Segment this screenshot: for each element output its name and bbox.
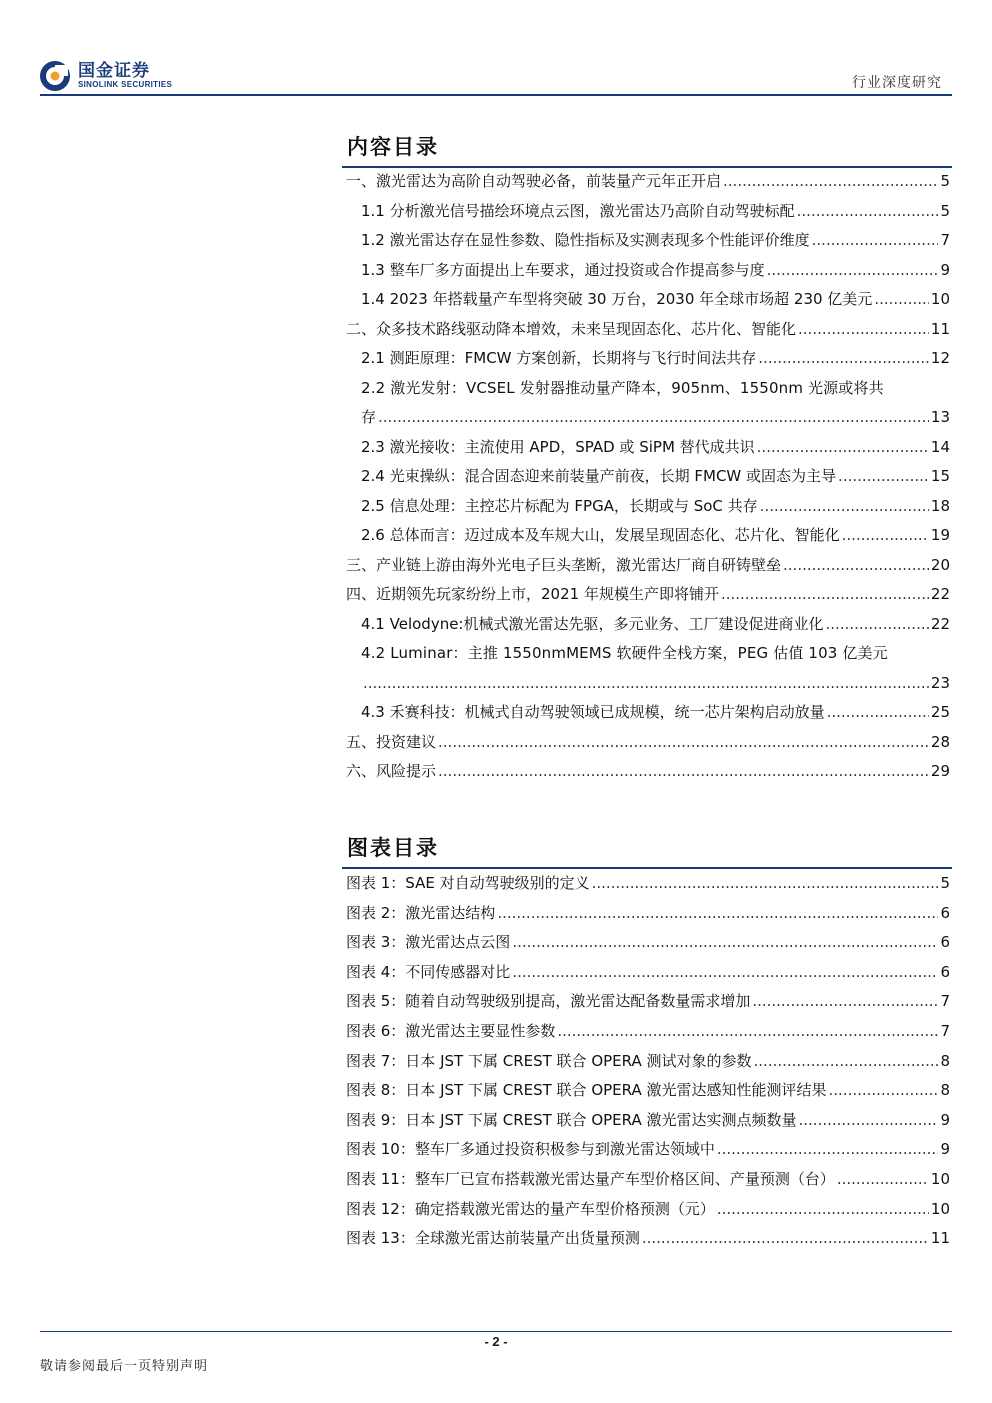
figure-entry-label: 图表 13：全球激光雷达前装量产出货量预测	[346, 1229, 640, 1248]
figure-entry[interactable]	[346, 987, 950, 1017]
toc-entry-page: 11	[930, 319, 950, 338]
toc-entry[interactable]	[346, 433, 950, 463]
toc-entry-page: 29	[930, 762, 950, 780]
toc-entry[interactable]	[346, 728, 950, 758]
toc-dot-leader	[438, 728, 929, 758]
toc-dot-leader	[797, 197, 938, 227]
figure-entry[interactable]	[346, 1224, 950, 1254]
toc-entry[interactable]	[346, 344, 950, 374]
figure-entry-label: 图表 11：整车厂已宣布搭载激光雷达量产车型价格区间、产量预测（台）	[346, 1169, 835, 1188]
toc-entry-page: 25	[930, 703, 950, 721]
toc-dot-leader	[767, 256, 938, 286]
toc-entry-label: 1.1 分析激光信号描绘环境点云图，激光雷达乃高阶自动驾驶标配	[361, 201, 795, 220]
figure-entry-label: 图表 1：SAE 对自动驾驶级别的定义	[346, 874, 590, 892]
figure-dot-leader	[837, 1165, 929, 1195]
figures-list	[346, 869, 950, 1254]
figure-entry-page: 8	[940, 1081, 950, 1100]
figure-entry[interactable]	[346, 869, 950, 899]
toc-entry-label: 1.3 整车厂多方面提出上车要求，通过投资或合作提高参与度	[361, 260, 765, 279]
figure-entry[interactable]	[346, 899, 950, 929]
toc-entry[interactable]	[346, 256, 950, 286]
figure-entry[interactable]	[346, 1017, 950, 1047]
toc-entry-label: 五、投资建议	[346, 732, 437, 751]
figure-entry-page: 9	[940, 1110, 950, 1129]
toc-entry-page: 5	[940, 201, 950, 220]
toc-dot-leader	[721, 580, 929, 610]
figure-entry-label: 图表 8：日本 JST 下属 CREST 联合 OPERA 激光雷达感知性能测评结果	[346, 1081, 827, 1100]
footer-divider	[40, 1331, 952, 1332]
contents-title: 内容目录	[347, 135, 439, 159]
toc-dot-leader	[838, 462, 929, 492]
figure-entry-page: 7	[940, 992, 950, 1011]
toc-dot-leader	[758, 344, 929, 374]
figure-entry[interactable]	[346, 1135, 950, 1165]
toc-dot-leader	[363, 669, 929, 699]
figure-dot-leader	[799, 1106, 939, 1136]
toc-entry-label: 二、众多技术路线驱动降本增效，未来呈现固态化、芯片化、智能化	[346, 319, 797, 338]
figure-dot-leader	[592, 869, 939, 899]
toc-entry-label: 2.6 总体而言：迈过成本及车规大山，发展呈现固态化、芯片化、智能化	[361, 526, 840, 544]
toc-dot-leader	[783, 551, 929, 581]
toc-entry[interactable]	[346, 757, 950, 787]
toc-entry[interactable]	[346, 403, 950, 433]
toc-entry[interactable]	[346, 197, 950, 227]
toc-entry[interactable]	[346, 167, 950, 197]
logo-chinese-name: 国金证券	[78, 61, 150, 81]
company-logo	[38, 58, 172, 94]
figure-entry-page: 5	[940, 874, 950, 892]
figure-entry-page: 10	[930, 1169, 950, 1188]
figure-dot-leader	[717, 1195, 929, 1225]
disclaimer-text: 敬请参阅最后一页特别声明	[40, 1359, 209, 1374]
toc-entry-page: 10	[930, 290, 950, 308]
toc-entry-label: 1.2 激光雷达存在显性参数、隐性指标及实测表现多个性能评价维度	[361, 231, 810, 249]
figure-entry-label: 图表 4：不同传感器对比	[346, 962, 511, 981]
toc-entry-label: 2.2 激光发射：VCSEL 发射器推动量产降本，905nm、1550nm 光源或将共	[361, 378, 884, 397]
figure-dot-leader	[642, 1224, 929, 1254]
logo-english-name: SINOLINK SECURITIES	[78, 80, 173, 89]
toc-entry[interactable]	[346, 374, 950, 404]
figures-title: 图表目录	[347, 836, 439, 860]
toc-entry[interactable]	[346, 285, 950, 315]
logo-mark-icon	[38, 59, 72, 93]
toc-entry[interactable]	[346, 462, 950, 492]
toc-entry-label: 四、近期领先玩家纷纷上市，2021 年规模生产即将铺开	[346, 585, 719, 603]
figure-entry-page: 7	[940, 1021, 950, 1040]
toc-dot-leader	[760, 492, 929, 522]
figure-entry[interactable]	[346, 1106, 950, 1136]
figure-entry[interactable]	[346, 1195, 950, 1225]
page-header	[0, 0, 992, 100]
toc-dot-leader	[874, 285, 929, 315]
page-number: - 2 -	[484, 1334, 508, 1349]
toc-entry[interactable]	[346, 610, 950, 640]
toc-entry-label: 六、风险提示	[346, 762, 437, 780]
toc-entry[interactable]	[346, 492, 950, 522]
toc-dot-leader	[757, 433, 929, 463]
toc-entry[interactable]	[346, 698, 950, 728]
toc-entry-label: 1.4 2023 年搭载量产车型将突破 30 万台，2030 年全球市场超 230 亿美元	[361, 290, 873, 308]
figure-entry-label: 图表 9：日本 JST 下属 CREST 联合 OPERA 激光雷达实测点频数量	[346, 1110, 797, 1129]
toc-entry-label: 4.1 Velodyne:机械式激光雷达先驱，多元业务、工厂建设促进商业化	[361, 614, 824, 633]
figure-entry-label: 图表 7：日本 JST 下属 CREST 联合 OPERA 测试对象的参数	[346, 1051, 752, 1070]
contents-list	[346, 167, 950, 787]
toc-entry-label: 存	[361, 408, 377, 426]
toc-entry-page: 22	[930, 585, 950, 603]
toc-dot-leader	[378, 403, 929, 433]
figure-dot-leader	[829, 1076, 939, 1106]
figure-entry-page: 10	[930, 1199, 950, 1218]
toc-entry[interactable]	[346, 226, 950, 256]
toc-entry-label: 一、激光雷达为高阶自动驾驶必备，前装量产元年正开启	[346, 172, 722, 190]
figure-entry-page: 6	[940, 962, 950, 981]
figure-entry[interactable]	[346, 928, 950, 958]
toc-entry-label: 2.4 光束操纵：混合固态迎来前装量产前夜，长期 FMCW 或固态为主导	[361, 467, 837, 485]
toc-entry-label: 三、产业链上游由海外光电子巨头垄断，激光雷达厂商自研铸壁垒	[346, 555, 782, 574]
toc-entry-page: 7	[940, 231, 950, 249]
toc-entry[interactable]	[346, 521, 950, 551]
toc-entry-page: 18	[930, 496, 950, 515]
toc-entry[interactable]	[346, 580, 950, 610]
toc-entry-label: 2.5 信息处理：主控芯片标配为 FPGA，长期或与 SoC 共存	[361, 496, 758, 515]
toc-entry[interactable]	[346, 315, 950, 345]
figure-entry-page: 8	[940, 1051, 950, 1070]
toc-entry-page: 13	[930, 408, 950, 426]
figure-dot-leader	[512, 958, 938, 988]
toc-dot-leader	[798, 315, 929, 345]
toc-entry-label: 4.2 Luminar：主推 1550nmMEMS 软硬件全栈方案，PEG 估值 103 亿美元	[361, 644, 888, 662]
toc-entry-label: 2.3 激光接收：主流使用 APD，SPAD 或 SiPM 替代成共识	[361, 437, 755, 456]
toc-entry[interactable]	[346, 551, 950, 581]
toc-dot-leader	[812, 226, 938, 256]
figure-entry-label: 图表 12：确定搭载激光雷达的量产车型价格预测（元）	[346, 1199, 715, 1218]
figure-dot-leader	[557, 1017, 938, 1047]
figure-entry-label: 图表 6：激光雷达主要显性参数	[346, 1021, 556, 1040]
toc-dot-leader	[438, 757, 929, 787]
figure-dot-leader	[512, 928, 938, 958]
toc-entry-page: 5	[940, 172, 950, 190]
figure-entry-label: 图表 2：激光雷达结构	[346, 903, 496, 922]
figure-entry-page: 11	[930, 1229, 950, 1248]
toc-entry-label: 2.1 测距原理：FMCW 方案创新，长期将与飞行时间法共存	[361, 349, 757, 367]
figure-entry[interactable]	[346, 958, 950, 988]
figure-dot-leader	[497, 899, 938, 929]
figure-entry[interactable]	[346, 1165, 950, 1195]
toc-entry-page: 22	[930, 614, 950, 633]
figure-entry-page: 6	[940, 933, 950, 952]
figure-entry-page: 9	[940, 1140, 950, 1159]
figure-dot-leader	[754, 1047, 939, 1077]
figure-entry[interactable]	[346, 1047, 950, 1077]
toc-entry-page: 19	[930, 526, 950, 544]
toc-dot-leader	[825, 610, 928, 640]
toc-entry-page: 12	[930, 349, 950, 367]
report-type-label: 行业深度研究	[852, 75, 942, 91]
figure-entry-label: 图表 3：激光雷达点云图	[346, 933, 511, 952]
toc-entry-label: 4.3 禾赛科技：机械式自动驾驶领域已成规模，统一芯片架构启动放量	[361, 703, 825, 721]
header-divider	[40, 94, 952, 96]
toc-dot-leader	[723, 167, 938, 197]
figure-entry-page: 6	[940, 903, 950, 922]
toc-entry-page: 14	[930, 437, 950, 456]
figure-entry[interactable]	[346, 1076, 950, 1106]
figure-entry-label: 图表 5：随着自动驾驶级别提高，激光雷达配备数量需求增加	[346, 992, 751, 1011]
toc-entry-page: 20	[930, 555, 950, 574]
toc-entry[interactable]	[346, 639, 950, 669]
toc-entry-page: 23	[930, 673, 950, 692]
toc-entry-page: 28	[930, 732, 950, 751]
toc-dot-leader	[827, 698, 929, 728]
toc-dot-leader	[842, 521, 929, 551]
toc-entry-page: 15	[930, 467, 950, 485]
figure-entry-label: 图表 10：整车厂多通过投资积极参与到激光雷达领域中	[346, 1140, 715, 1159]
toc-entry[interactable]	[346, 669, 950, 699]
figure-dot-leader	[752, 987, 938, 1017]
figure-dot-leader	[717, 1135, 939, 1165]
toc-entry-page: 9	[940, 260, 950, 279]
